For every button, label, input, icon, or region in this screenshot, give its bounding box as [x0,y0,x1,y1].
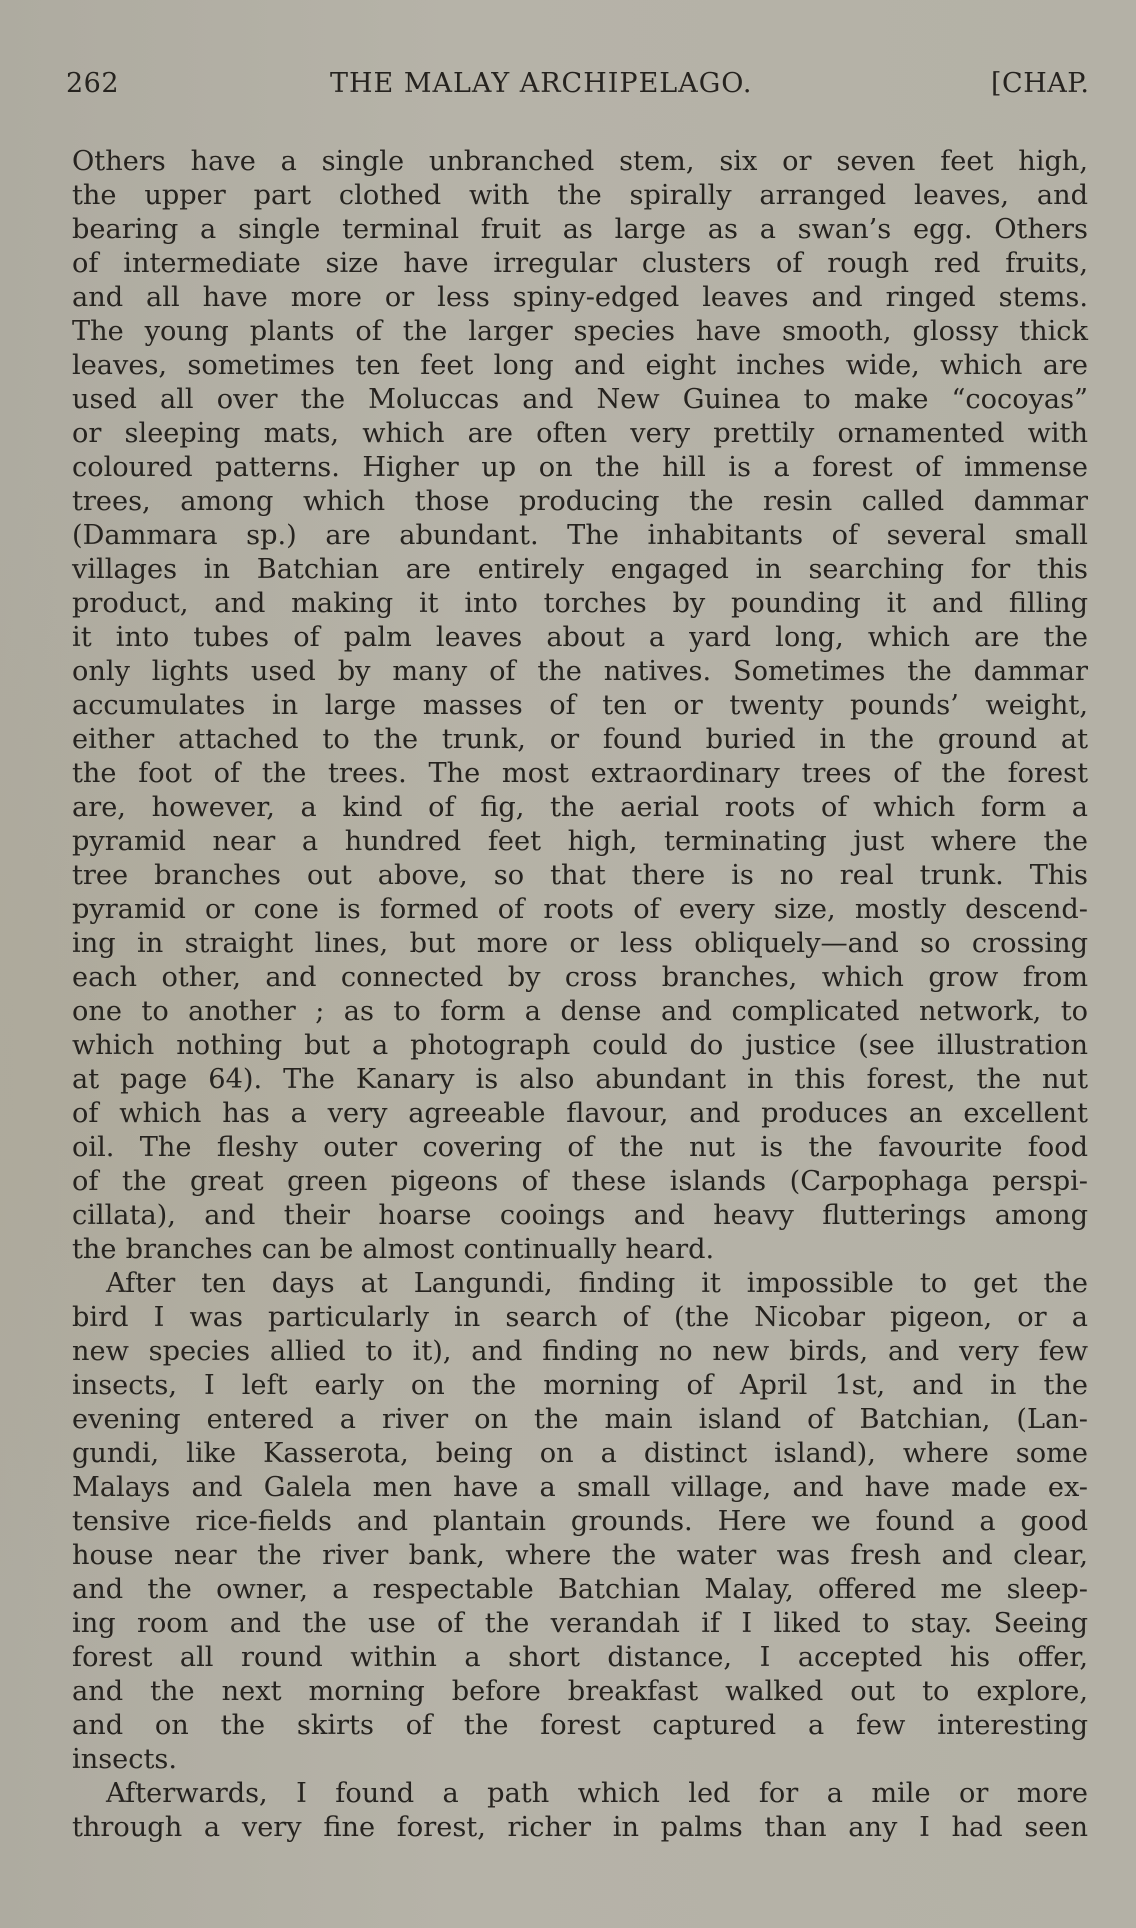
text-line: leaves, sometimes ten feet long and eight inches wide, which are [72,350,1088,381]
text-line: villages in Batchian are entirely engaged in searching for this [72,554,1088,585]
text-line: one to another ; as to form a dense and complicated network, to [72,996,1088,1027]
text-line: tensive rice-fields and plantain grounds. Here we found a good [72,1506,1088,1537]
text-line: and the owner, a respectable Batchian Malay, offered me sleep- [72,1574,1088,1605]
chapter-mark: [CHAP. [991,68,1090,99]
text-line: of which has a very agreeable flavour, and produces an excellent [72,1098,1088,1129]
text-line: bird I was particularly in search of (the Nicobar pigeon, or a [72,1302,1088,1333]
paragraph-start-line: Afterwards, I found a path which led for a mile or more [106,1778,1088,1809]
text-line: tree branches out above, so that there is no real trunk. This [72,860,1088,891]
text-line: new species allied to it), and finding no new birds, and very few [72,1336,1088,1367]
text-line: cillata), and their hoarse cooings and heavy flutterings among [72,1200,1088,1231]
running-title: THE MALAY ARCHIPELAGO. [330,68,753,99]
text-line: the upper part clothed with the spirally arranged leaves, and [72,180,1088,211]
text-line: at page 64). The Kanary is also abundant in this forest, the nut [72,1064,1088,1095]
text-line: are, however, a kind of fig, the aerial roots of which form a [72,792,1088,823]
text-line: through a very fine forest, richer in palms than any I had seen [72,1812,1088,1843]
text-line: oil. The fleshy outer covering of the nut is the favourite food [72,1132,1088,1163]
text-line: ing room and the use of the verandah if I liked to stay. Seeing [72,1608,1088,1639]
text-line: of intermediate size have irregular clusters of rough red fruits, [72,248,1088,279]
text-line: The young plants of the larger species have smooth, glossy thick [72,316,1088,347]
text-line: pyramid or cone is formed of roots of every size, mostly descend- [72,894,1088,925]
text-line: bearing a single terminal fruit as large as a swan’s egg. Others [72,214,1088,245]
text-line: ing in straight lines, but more or less obliquely—and so crossing [72,928,1088,959]
text-line: evening entered a river on the main island of Batchian, (Lan- [72,1404,1088,1435]
text-line: pyramid near a hundred feet high, terminating just where the [72,826,1088,857]
text-line: either attached to the trunk, or found buried in the ground at [72,724,1088,755]
page-number: 262 [66,68,120,99]
text-line: coloured patterns. Higher up on the hill is a forest of immense [72,452,1088,483]
text-line: accumulates in large masses of ten or twenty pounds’ weight, [72,690,1088,721]
text-line: and on the skirts of the forest captured a few interesting [72,1710,1088,1741]
running-header [66,68,1090,108]
text-line: trees, among which those producing the resin called dammar [72,486,1088,517]
text-line: only lights used by many of the natives. Sometimes the dammar [72,656,1088,687]
text-line: insects, I left early on the morning of April 1st, and in the [72,1370,1088,1401]
text-line: each other, and connected by cross branches, which grow from [72,962,1088,993]
text-line: of the great green pigeons of these islands (Carpophaga perspi- [72,1166,1088,1197]
text-line: product, and making it into torches by pounding it and filling [72,588,1088,619]
text-line: house near the river bank, where the water was fresh and clear, [72,1540,1088,1571]
text-line: and all have more or less spiny-edged leaves and ringed stems. [72,282,1088,313]
text-line: and the next morning before breakfast walked out to explore, [72,1676,1088,1707]
body-text [72,145,1088,1845]
text-line: (Dammara sp.) are abundant. The inhabitants of several small [72,520,1088,551]
text-line: it into tubes of palm leaves about a yard long, which are the [72,622,1088,653]
text-line: used all over the Moluccas and New Guinea to make “cocoyas” [72,384,1088,415]
text-line: forest all round within a short distance, I accepted his offer, [72,1642,1088,1673]
text-line: gundi, like Kasserota, being on a distinct island), where some [72,1438,1088,1469]
text-line: which nothing but a photograph could do justice (see illustration [72,1030,1088,1061]
text-line: the foot of the trees. The most extraordinary trees of the forest [72,758,1088,789]
text-line: or sleeping mats, which are often very prettily ornamented with [72,418,1088,449]
text-line: Others have a single unbranched stem, six or seven feet high, [72,146,1088,177]
text-line: Malays and Galela men have a small village, and have made ex- [72,1472,1088,1503]
paragraph-start-line: After ten days at Langundi, finding it impossible to get the [106,1268,1088,1299]
paragraph-end-line: insects. [72,1744,177,1775]
paragraph-end-line: the branches can be almost continually heard. [72,1234,715,1265]
